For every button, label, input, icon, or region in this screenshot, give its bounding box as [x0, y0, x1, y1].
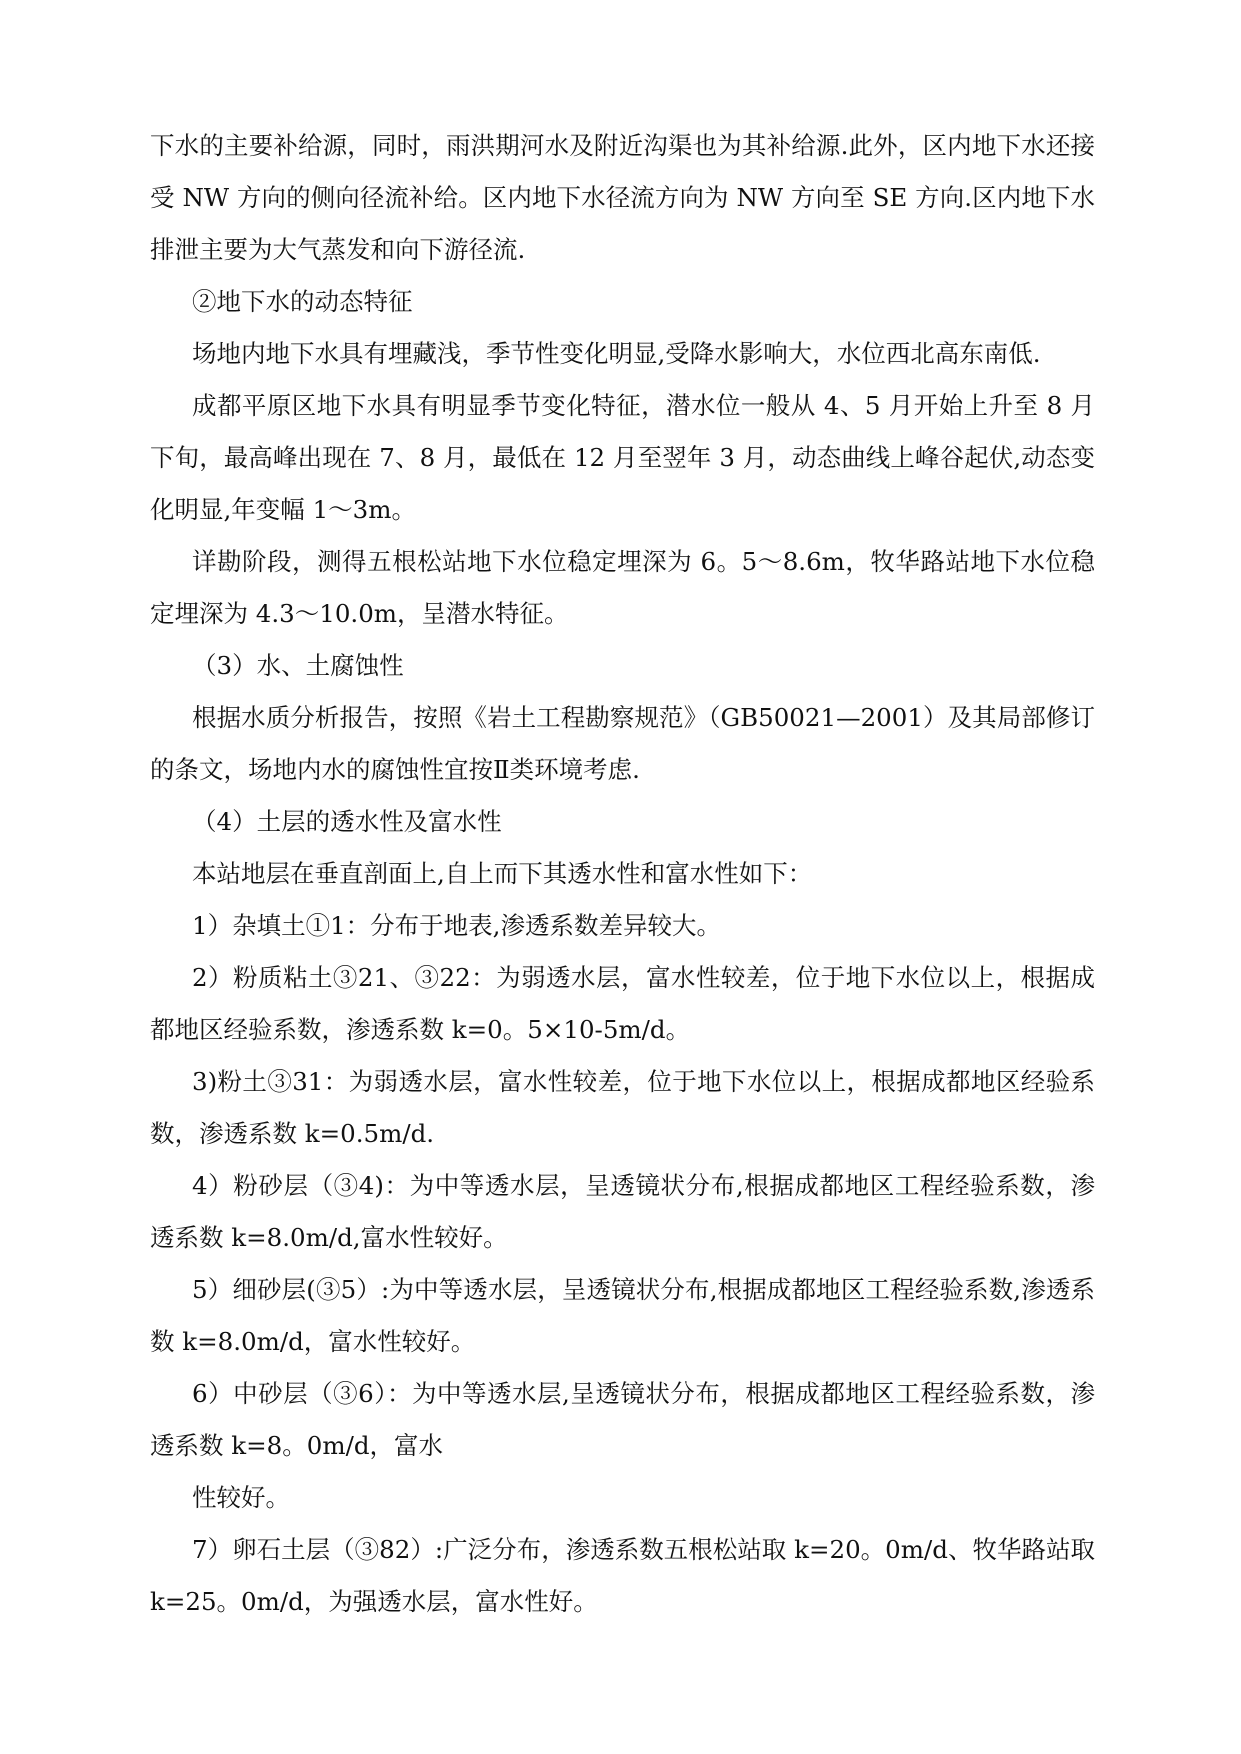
- heading-permeability: （4）土层的透水性及富水性: [192, 807, 502, 836]
- list-item-silt: 3)粉土③31：为弱透水层，富水性较差，位于地下水位以上，根据成都地区经验系数，渗透系数 k=0.5m/d.: [150, 1067, 1095, 1148]
- list-item-pebble-soil: 7）卵石土层（③82）:广泛分布，渗透系数五根松站取 k=20。0m/d、牧华路站取k=25。0m/d，为强透水层，富水性好。: [150, 1535, 1095, 1616]
- heading-corrosivity: （3）水、土腐蚀性: [192, 651, 404, 680]
- paragraph-permeability-intro: 本站地层在垂直剖面上,自上而下其透水性和富水性如下：: [192, 859, 813, 888]
- list-item-medium-sand: 6）中砂层（③6）：为中等透水层,呈透镜状分布，根据成都地区工程经验系数，渗透系数 k=8。0m/d，富水: [150, 1379, 1095, 1460]
- list-item-fine-sand: 5）细砂层(③5）:为中等透水层，呈透镜状分布,根据成都地区工程经验系数,渗透系数 k=8.0m/d，富水性较好。: [150, 1275, 1095, 1356]
- paragraph-groundwater-recharge: 下水的主要补给源，同时，雨洪期河水及附近沟渠也为其补给源.此外，区内地下水还接受 NW 方向的侧向径流补给。区内地下水径流方向为 NW 方向至 SE 方向.区内地下水排泄主要为大气蒸发和向下游径流.: [150, 131, 1095, 264]
- list-item-silty-clay: 2）粉质粘土③21、③22：为弱透水层，富水性较差，位于地下水位以上，根据成都地区经验系数，渗透系数 k=0。5×10-5m/d。: [150, 963, 1095, 1044]
- paragraph-site-groundwater: 场地内地下水具有埋藏浅，季节性变化明显,受降水影响大，水位西北高东南低.: [192, 339, 1041, 368]
- list-item-fill-soil: 1）杂填土①1：分布于地表,渗透系数差异较大。: [192, 911, 721, 940]
- list-item-silty-sand: 4）粉砂层（③4)：为中等透水层，呈透镜状分布,根据成都地区工程经验系数，渗透系数 k=8.0m/d,富水性较好。: [150, 1171, 1095, 1252]
- paragraph-water-depth: 详勘阶段，测得五根松站地下水位稳定埋深为 6。5～8.6m，牧华路站地下水位稳定埋深为 4.3～10.0m，呈潜水特征。: [150, 547, 1095, 628]
- paragraph-corrosivity: 根据水质分析报告，按照《岩土工程勘察规范》（GB50021—2001）及其局部修订的条文，场地内水的腐蚀性宜按Ⅱ类环境考虑.: [150, 703, 1095, 784]
- list-item-medium-sand-continued: 性较好。: [192, 1483, 290, 1512]
- document-body: [150, 120, 1095, 1628]
- heading-dynamic-features: ②地下水的动态特征: [192, 287, 413, 316]
- paragraph-seasonal-variation: 成都平原区地下水具有明显季节变化特征，潜水位一般从 4、5 月开始上升至 8 月下旬，最高峰出现在 7、8 月，最低在 12 月至翌年 3 月，动态曲线上峰谷起伏,动态变化明显,年变幅 1～3m。: [150, 391, 1095, 524]
